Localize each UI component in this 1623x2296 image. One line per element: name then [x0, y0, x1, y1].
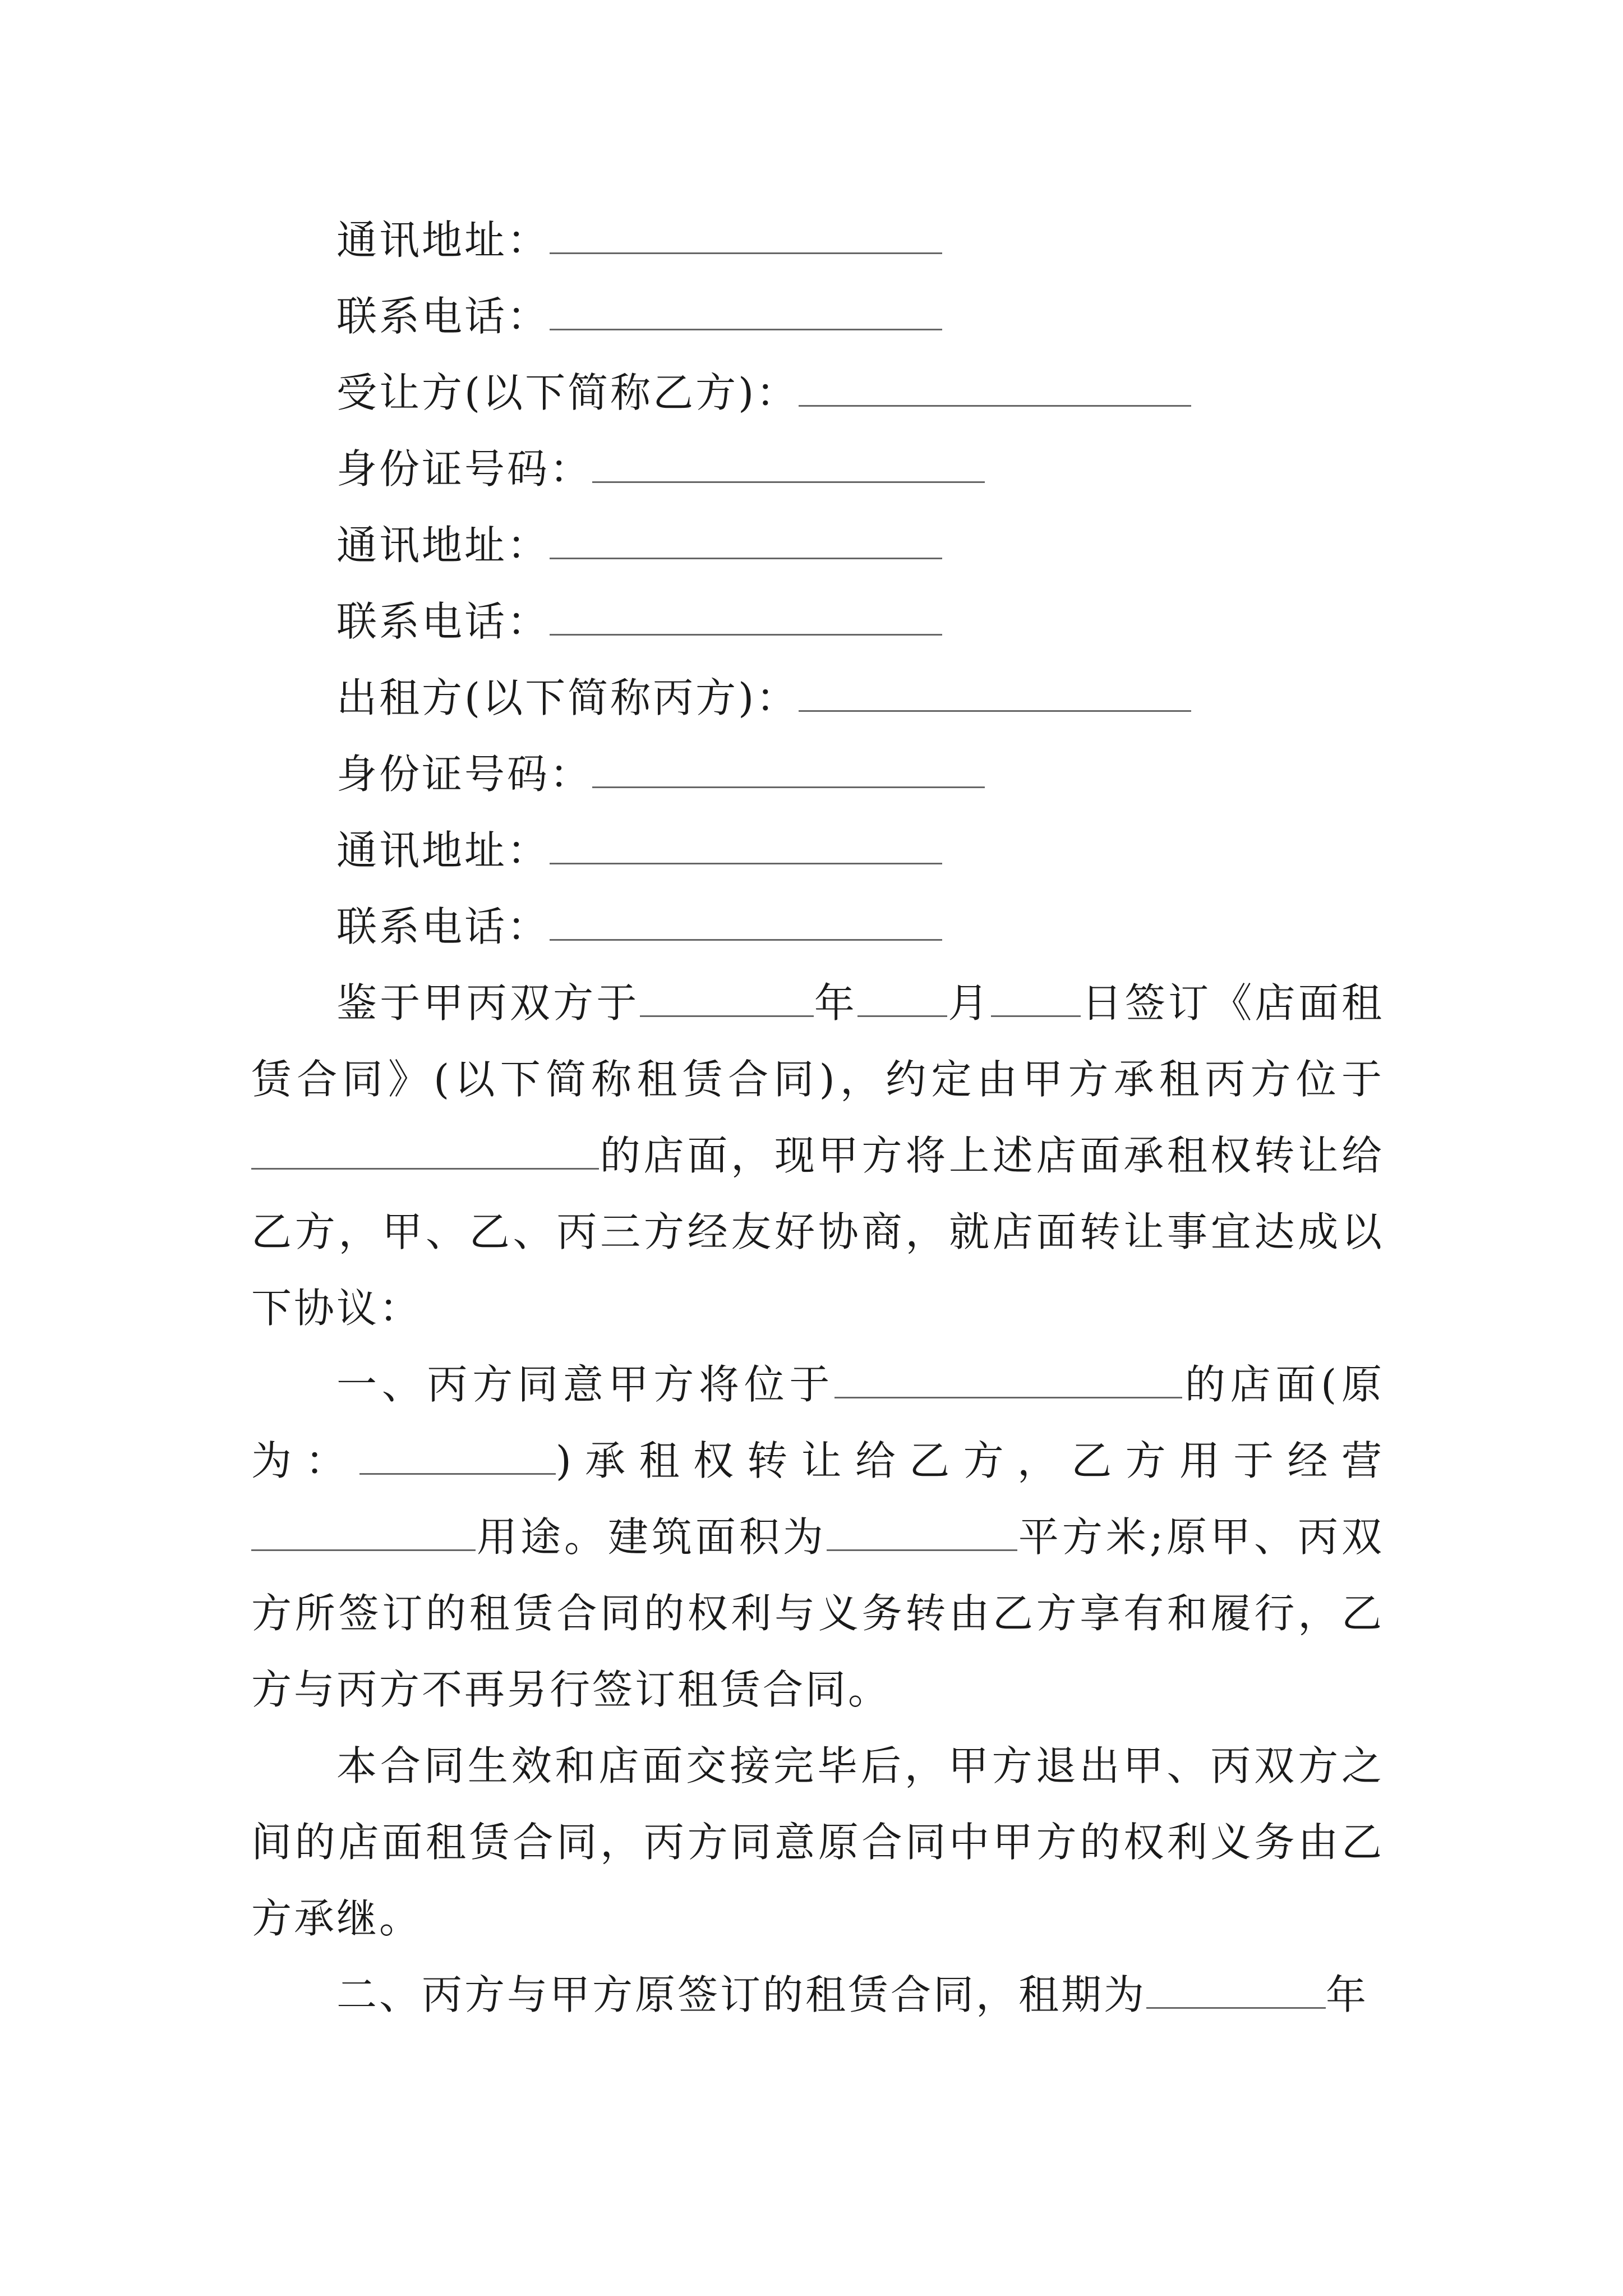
jia-address-row [251, 202, 1384, 278]
bing-phone-blank[interactable] [550, 907, 942, 941]
yi-id-label: 身份证号码： [336, 445, 593, 493]
sign-day-blank[interactable] [991, 983, 1081, 1017]
bing-phone-row [251, 889, 1384, 965]
yi-phone-row [251, 583, 1384, 660]
clause-1-paragraph [251, 1346, 1384, 1728]
clause-1-location-blank[interactable] [834, 1364, 1182, 1398]
bing-title-row [251, 660, 1384, 736]
bing-phone-label: 联系电话： [336, 903, 550, 950]
yi-title-row [251, 355, 1384, 431]
sign-year-blank[interactable] [640, 983, 814, 1017]
bing-address-blank[interactable] [550, 830, 942, 864]
shop-location-blank[interactable] [251, 1135, 599, 1170]
bing-title-label: 出租方(以下简称丙方)： [336, 674, 799, 721]
preamble-text-2: 年 [813, 979, 857, 1027]
sign-month-blank[interactable] [857, 983, 947, 1017]
yi-id-row [251, 431, 1384, 507]
yi-name-blank[interactable] [799, 372, 1191, 407]
jia-phone-row [251, 278, 1384, 355]
preamble-paragraph [251, 965, 1384, 1346]
preamble-text-4: 日签订《店面租赁合同》(以下简称租赁合同)，约定由甲方承租丙方位于 [251, 979, 1384, 1103]
jia-phone-label: 联系电话： [336, 293, 550, 340]
clause-2-paragraph [251, 1957, 1384, 2033]
yi-phone-label: 联系电话： [336, 598, 550, 645]
bing-address-label: 通讯地址： [336, 827, 550, 874]
clause-2-text-1: 二、丙方与甲方原签订的租赁合同，租期为 [336, 1971, 1147, 2018]
jia-phone-blank[interactable] [550, 296, 942, 330]
yi-address-blank[interactable] [550, 525, 942, 559]
clause-1-text-2: 的店面(原为： [251, 1361, 1384, 1484]
preamble-text-3: 月 [947, 979, 992, 1027]
clause-1-continuation: 本合同生效和店面交接完毕后，甲方退出甲、丙双方之间的店面租赁合同，丙方同意原合同中甲方的权利义务由乙方承继。 [251, 1742, 1384, 1942]
bing-id-row [251, 736, 1384, 812]
jia-address-blank[interactable] [550, 220, 942, 254]
clause-1-text-1: 一、丙方同意甲方将位于 [336, 1361, 835, 1408]
clause-1-text-5: 平方米;原甲、丙双方所签订的租赁合同的权利与义务转由乙方享有和履行，乙方与丙方不再另行签订租赁合同。 [251, 1513, 1384, 1713]
bing-address-row [251, 812, 1384, 889]
clause-1-text-4: 用途。建筑面积为 [476, 1513, 827, 1561]
yi-address-row [251, 507, 1384, 583]
original-use-blank[interactable] [359, 1441, 556, 1475]
preamble-text-1: 鉴于甲丙双方于 [336, 979, 640, 1027]
yi-id-blank[interactable] [592, 449, 985, 483]
clause-1-text-3: )承租权转让给乙方，乙方用于经营 [555, 1437, 1384, 1484]
yi-title-label: 受让方(以下简称乙方)： [336, 369, 799, 416]
floor-area-blank[interactable] [827, 1517, 1017, 1551]
bing-id-label: 身份证号码： [336, 751, 593, 798]
bing-name-blank[interactable] [799, 678, 1191, 712]
contract-body [251, 202, 1384, 2033]
business-use-blank[interactable] [251, 1517, 476, 1551]
bing-id-blank[interactable] [592, 754, 985, 788]
yi-phone-blank[interactable] [550, 601, 942, 636]
lease-term-blank[interactable] [1146, 1975, 1326, 2009]
preamble-text-5: 的店面，现甲方将上述店面承租权转让给乙方，甲、乙、丙三方经友好协商，就店面转让事宜达成以下协议： [251, 1132, 1384, 1332]
yi-address-label: 通讯地址： [336, 522, 550, 569]
clause-2-text-2: 年 [1326, 1971, 1369, 2018]
jia-address-label: 通讯地址： [336, 217, 550, 264]
